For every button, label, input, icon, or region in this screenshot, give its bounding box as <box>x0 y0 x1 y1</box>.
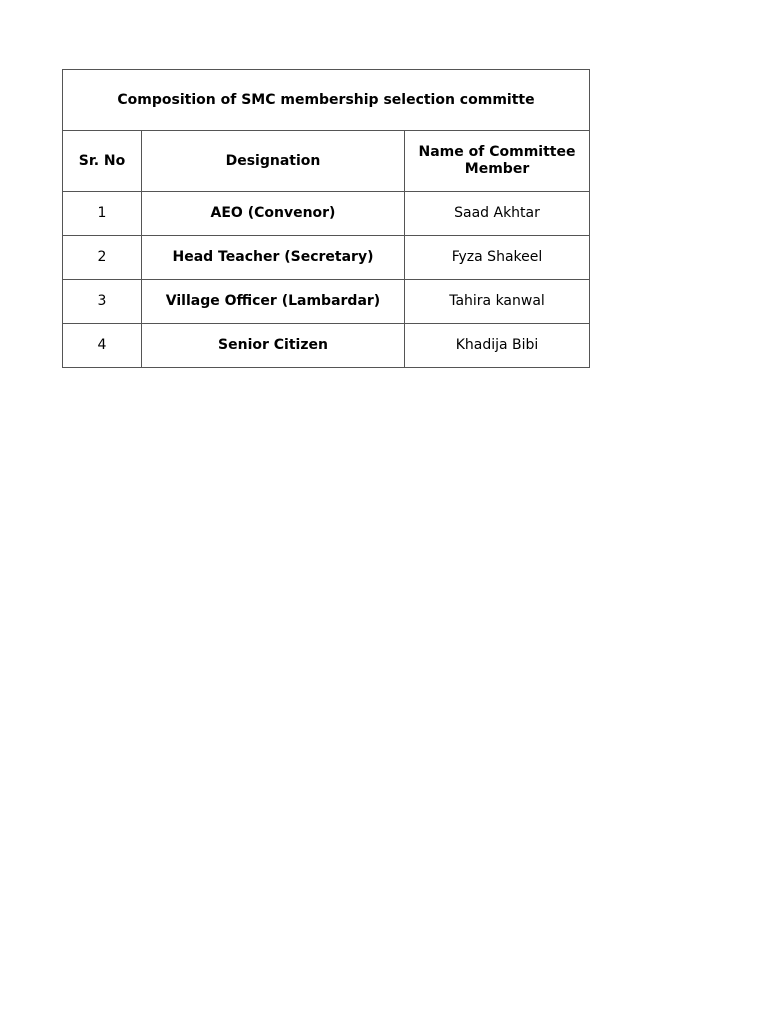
cell-member-name: Saad Akhtar <box>405 192 590 236</box>
cell-designation: AEO (Convenor) <box>142 192 405 236</box>
table-row <box>63 236 590 280</box>
cell-designation: Senior Citizen <box>142 324 405 368</box>
cell-designation: Village Officer (Lambardar) <box>142 280 405 324</box>
table-row <box>63 192 590 236</box>
table-title: Composition of SMC membership selection committe <box>63 70 590 131</box>
table-row <box>63 324 590 368</box>
cell-sr-no: 2 <box>63 236 142 280</box>
header-designation: Designation <box>142 131 405 192</box>
cell-sr-no: 1 <box>63 192 142 236</box>
cell-designation: Head Teacher (Secretary) <box>142 236 405 280</box>
committee-table <box>62 69 590 368</box>
header-sr-no: Sr. No <box>63 131 142 192</box>
cell-sr-no: 3 <box>63 280 142 324</box>
cell-member-name: Khadija Bibi <box>405 324 590 368</box>
cell-sr-no: 4 <box>63 324 142 368</box>
table-header-row <box>63 131 590 192</box>
header-member-name: Name of Committee Member <box>405 131 590 192</box>
table-row <box>63 280 590 324</box>
cell-member-name: Fyza Shakeel <box>405 236 590 280</box>
cell-member-name: Tahira kanwal <box>405 280 590 324</box>
table-title-row <box>63 70 590 131</box>
